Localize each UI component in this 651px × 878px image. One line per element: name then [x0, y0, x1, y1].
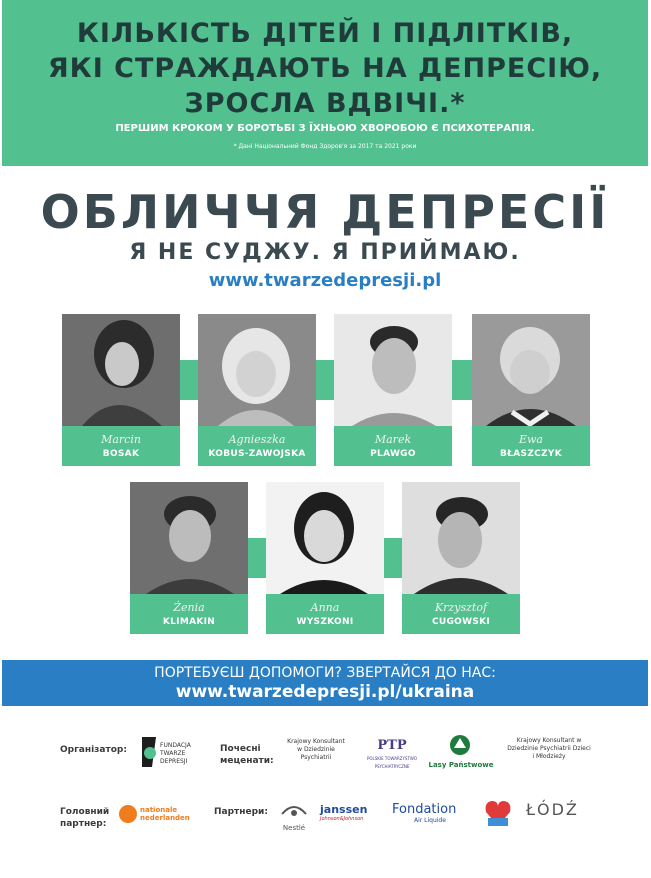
- nestle-logo-text: Nestlé: [282, 824, 306, 832]
- ptp-logo: [360, 738, 424, 772]
- heart-logo: [482, 796, 514, 830]
- person-card: [402, 482, 520, 634]
- campaign-website-link[interactable]: www.twarzedepresji.pl: [208, 270, 442, 291]
- person-last-name: WYSZKONI: [296, 617, 354, 627]
- headline-line-1: КІЛЬКІСТЬ ДІТЕЙ І ПІДЛІТКІВ,: [76, 18, 574, 49]
- heart-icon: [482, 796, 514, 830]
- person-photo: [62, 314, 180, 426]
- person-label: [62, 426, 180, 466]
- poster: [2, 0, 648, 878]
- person-photo: [472, 314, 590, 426]
- person-last-name: KLIMAKIN: [162, 617, 216, 627]
- ptp-logo-text: POLSKIE TOWARZYSTWO PSYCHIATRYCZNE: [366, 756, 418, 769]
- lodz-logo: [526, 800, 582, 828]
- portrait-image: [62, 314, 180, 426]
- person-last-name: KOBUS-ZAWOJSKA: [208, 449, 306, 459]
- person-first-name: Krzysztof: [434, 601, 488, 614]
- headline-line-3: ЗРОСЛА ВДВІЧІ.*: [184, 88, 466, 119]
- portrait-image: [130, 482, 248, 594]
- person-label: [472, 426, 590, 466]
- portrait-image: [472, 314, 590, 426]
- person-photo: [402, 482, 520, 594]
- nn-logo: [118, 803, 194, 827]
- lasy-logo-text: Lasy Państwowe: [428, 761, 494, 769]
- consultant-2-logo: [506, 737, 592, 761]
- janssen-logo-text: janssen: [320, 803, 368, 816]
- person-last-name: BŁASZCZYK: [500, 449, 562, 459]
- portrait-image: [198, 314, 316, 426]
- help-band: [2, 660, 648, 706]
- person-card: [198, 314, 316, 466]
- person-card: [472, 314, 590, 466]
- person-label: [130, 594, 248, 634]
- nestle-logo: [276, 800, 312, 830]
- nest-icon: [276, 800, 312, 820]
- fondation-logo-sub: Air Liquide: [414, 817, 446, 824]
- fondation-logo-text: Fondation: [392, 802, 457, 817]
- person-first-name: Marek: [374, 433, 412, 446]
- person-first-name: Anna: [310, 601, 340, 614]
- consultant-1-logo: [284, 738, 348, 762]
- consultant-1-text: Krajowy Konsultant w Dziedzinie Psychiatrii: [287, 738, 345, 761]
- headline-footnote: * Дані Національний Фонд Здоров'я за 2017 та 2021 роки: [233, 143, 417, 150]
- person-card: [130, 482, 248, 634]
- person-first-name: Agnieszka: [228, 433, 286, 446]
- person-label: [402, 594, 520, 634]
- portrait-image: [334, 314, 452, 426]
- organizer-logo-text: FUNDACJA TWARZE DEPRESJI: [160, 742, 191, 765]
- help-link[interactable]: www.twarzedepresji.pl/ukraina: [175, 682, 475, 702]
- lasy-logo: [426, 733, 496, 769]
- headline-band: [2, 0, 648, 166]
- person-label: [266, 594, 384, 634]
- help-text: ПОРТЕБУЄШ ДОПОМОГИ? ЗВЕРТАЙСЯ ДО НАС:: [154, 665, 496, 681]
- patrons-label: Почесні меценати:: [220, 744, 274, 766]
- lodz-logo-text: ŁÓDŹ: [526, 800, 579, 819]
- janssen-logo: [320, 803, 382, 829]
- person-photo: [198, 314, 316, 426]
- person-card: [266, 482, 384, 634]
- campaign-motto: Я НЕ СУДЖУ. Я ПРИЙМАЮ.: [129, 240, 521, 265]
- person-photo: [266, 482, 384, 594]
- fondation-logo: [392, 802, 468, 830]
- partners-label: Партнери:: [214, 807, 268, 817]
- ptp-logo-mark: PTP: [377, 738, 407, 753]
- person-photo: [334, 314, 452, 426]
- person-last-name: BOSAK: [102, 449, 140, 459]
- janssen-logo-sub: Johnson&Johnson: [320, 816, 364, 822]
- person-label: [334, 426, 452, 466]
- person-first-name: Marcin: [101, 433, 141, 446]
- organizer-label: Організатор:: [60, 745, 127, 755]
- headline-subtitle: ПЕРШИМ КРОКОМ У БОРОТЬБІ З ЇХНЬОЮ ХВОРОБОЮ Є ПСИХОТЕРАПІЯ.: [115, 123, 535, 134]
- person-label: [198, 426, 316, 466]
- campaign-title: ОБЛИЧЧЯ ДЕПРЕСІЇ: [40, 185, 610, 239]
- person-first-name: Żenia: [173, 601, 205, 614]
- organizer-logo: [138, 733, 200, 771]
- consultant-2-text: Krajowy Konsultant w Dziedzinie Psychiatrii Dzieci i Młodzieży: [507, 737, 591, 760]
- tree-icon: [426, 733, 496, 757]
- person-card: [62, 314, 180, 466]
- main-partner-label: Головний партнер:: [60, 807, 110, 829]
- nn-logo-text: nationale nederlanden: [140, 806, 190, 822]
- portrait-image: [266, 482, 384, 594]
- portrait-image: [402, 482, 520, 594]
- person-card: [334, 314, 452, 466]
- nn-lion-icon: [118, 803, 138, 825]
- person-last-name: CUGOWSKI: [431, 617, 491, 627]
- person-photo: [130, 482, 248, 594]
- person-last-name: PLAWGO: [370, 449, 416, 459]
- person-first-name: Ewa: [518, 433, 543, 446]
- headline-line-2: ЯКІ СТРАЖДАЮТЬ НА ДЕПРЕСІЮ,: [47, 53, 603, 84]
